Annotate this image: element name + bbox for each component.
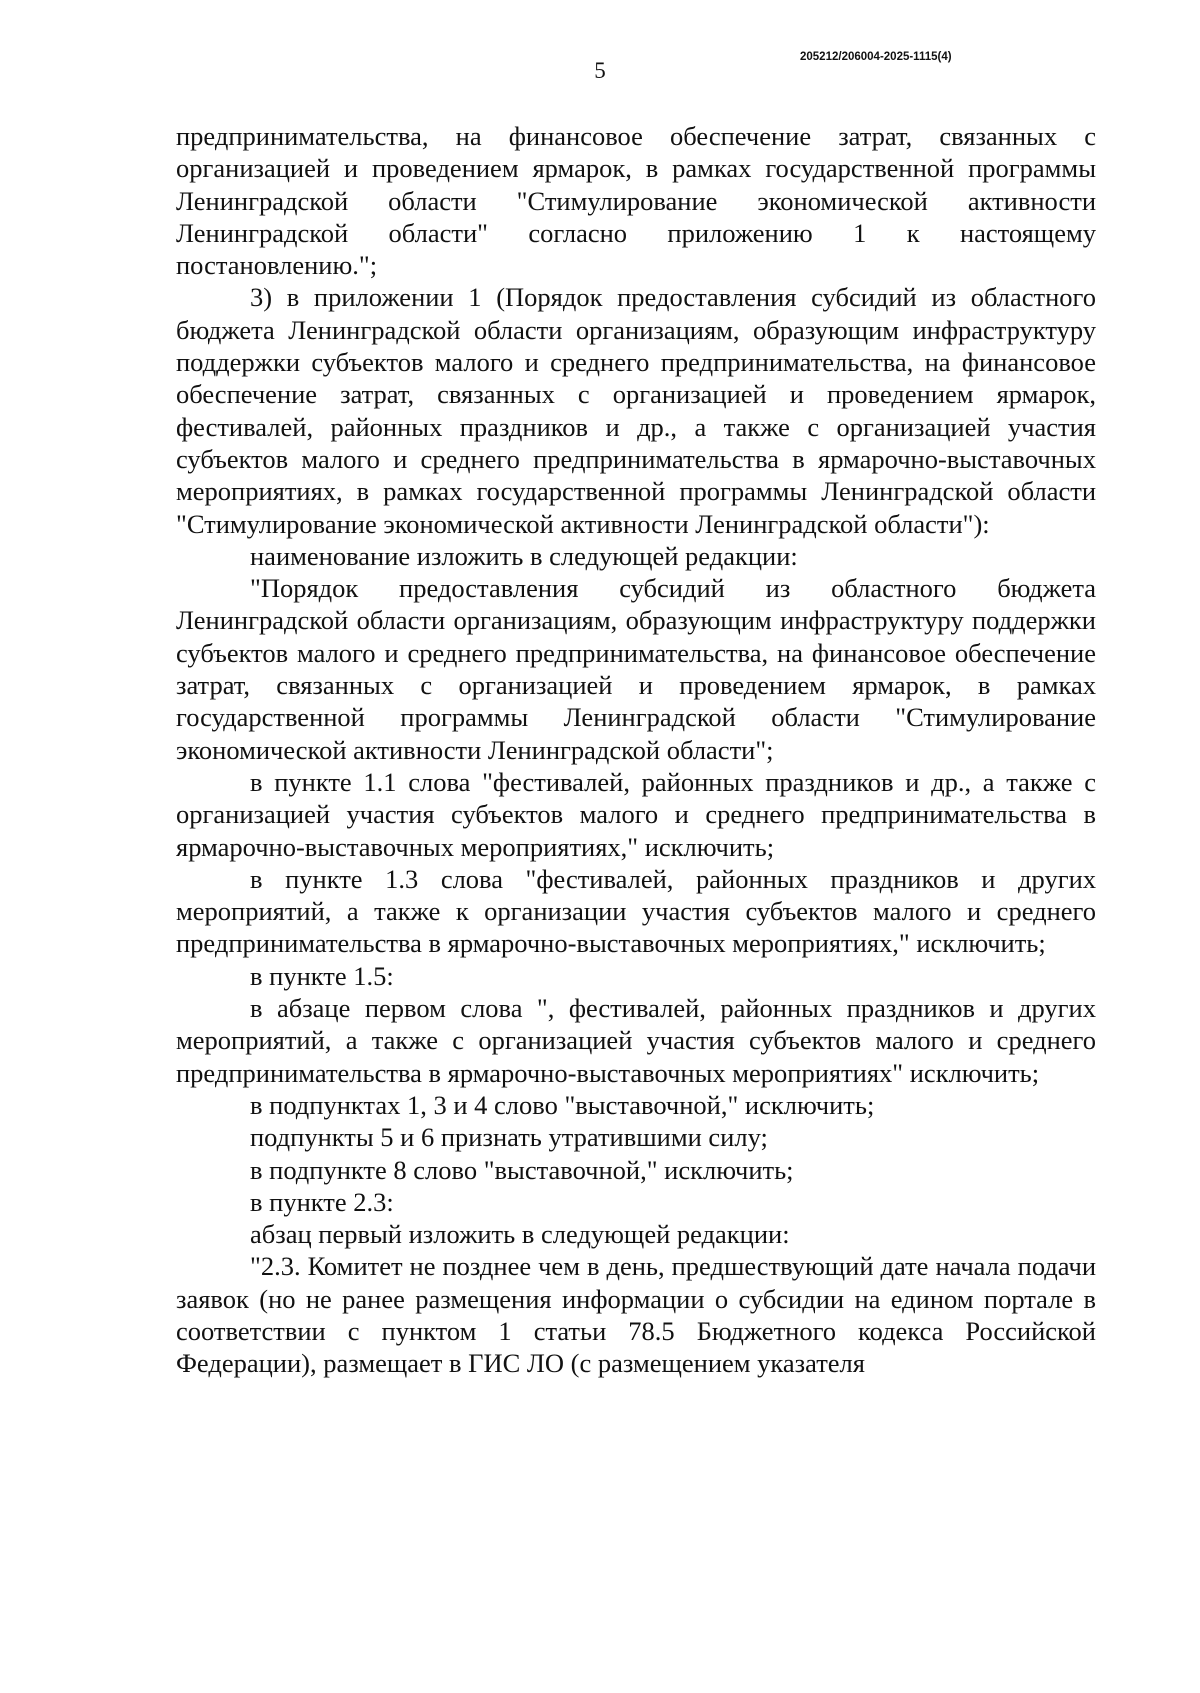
paragraph-point-2-3: в пункте 2.3: <box>250 1186 394 1217</box>
paragraph-subpoints-1-3-4: в подпунктах 1, 3 и 4 слово "выставочной," исключить; <box>250 1089 875 1120</box>
document-body <box>176 120 1096 1380</box>
paragraph-title-instruction: наименование изложить в следующей редакции: <box>250 540 798 571</box>
paragraph-abzac-instruction: абзац первый изложить в следующей редакции: <box>250 1219 790 1250</box>
paragraph-point-1-5: в пункте 1.5: <box>250 960 394 991</box>
page-number: 5 <box>594 58 606 83</box>
paragraph-point-1-3: в пункте 1.3 слова "фестивалей, районных праздников и других мероприятий, а также к организации участия субъектов малого и среднего предпринимательства в ярмарочно-выставочных мероприятиях," исключить; <box>176 863 1096 959</box>
paragraph-point-2-3-text: "2.3. Комитет не позднее чем в день, предшествующий дате начала подачи заявок (но не ранее размещения информации о субсидии на едином портале в соответствии с пунктом 1 статьи 78.5 Бюджетного кодекса Российской Федерации), размещает в ГИС ЛО (с размещением указателя <box>176 1251 1096 1379</box>
paragraph-new-title: "Порядок предоставления субсидий из областного бюджета Ленинградской области организациям, образующим инфраструктуру поддержки субъектов малого и среднего предпринимательства, на финансовое обеспечение затрат, связанных с организацией и проведением ярмарок, в рамках государственной программы Ленинградской области "Стимулирование экономической активности Ленинградской области"; <box>176 573 1096 765</box>
paragraph-subpoint-8: в подпункте 8 слово "выставочной," исключить; <box>250 1154 794 1185</box>
paragraph-continuation: предпринимательства, на финансовое обеспечение затрат, связанных с организацией и проведением ярмарок, в рамках государственной программы Ленинградской области "Стимулирование экономической активности Ленинградской области" согласно приложению 1 к настоящему постановлению."; <box>176 121 1096 281</box>
paragraph-point-1-1: в пункте 1.1 слова "фестивалей, районных праздников и др., а также с организацией участия субъектов малого и среднего предпринимательства в ярмарочно-выставочных мероприятиях," исключить; <box>176 766 1096 862</box>
paragraph-subpoints-5-6: подпункты 5 и 6 признать утратившими силу; <box>250 1122 768 1153</box>
paragraph-first-abzac: в абзаце первом слова ", фестивалей, районных праздников и других мероприятий, а также с организацией участия субъектов малого и среднего предпринимательства в ярмарочно-выставочных мероприятиях" исключить; <box>176 993 1096 1088</box>
paragraph-item-3: 3) в приложении 1 (Порядок предоставления субсидий из областного бюджета Ленинградской области организациям, образующим инфраструктуру поддержки субъектов малого и среднего предпринимательства, на финансовое обеспечение затрат, связанных с организацией и проведением ярмарок, фестивалей, районных праздников и др., а также с организацией участия субъектов малого и среднего предпринимательства в ярмарочно-выставочных мероприятиях, в рамках государственной программы Ленинградской области "Стимулирование экономической активности Ленинградской области"): <box>176 282 1096 539</box>
document-code: 205212/206004-2025-1115(4) <box>800 51 952 63</box>
